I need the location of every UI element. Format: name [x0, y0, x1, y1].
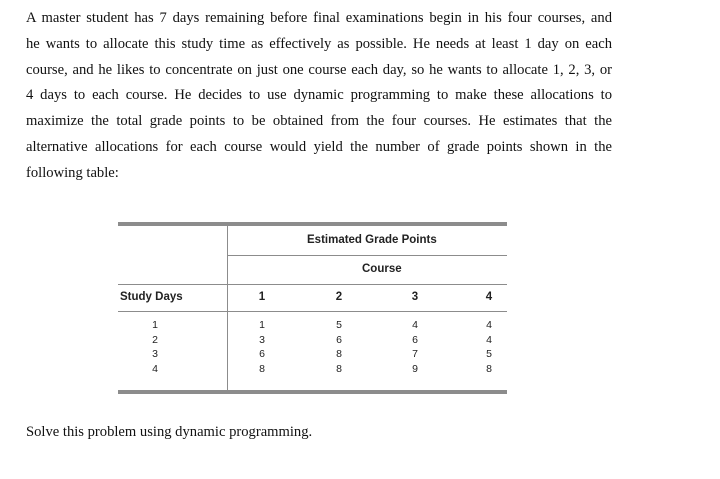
problem-line: A master student has 7 days remaining before final examinations begin in his four courses, and — [26, 10, 612, 26]
course-4-column — [479, 318, 499, 376]
study-days-value: 1 — [152, 319, 158, 331]
grade-cell: 8 — [486, 362, 492, 375]
grade-cell: 6 — [259, 348, 265, 360]
course-3-column — [405, 318, 425, 376]
problem-statement — [26, 6, 612, 187]
grade-cell: 1 — [259, 319, 265, 331]
table-header-divider — [118, 311, 507, 312]
study-days-column — [145, 318, 165, 376]
grade-points-table — [118, 222, 507, 395]
course-2-column — [329, 318, 349, 376]
course-number-1: 1 — [258, 291, 266, 303]
table-top-rule — [118, 222, 507, 226]
problem-line: 4 days to each course. He decides to use dynamic programming to make these allocations to — [26, 87, 612, 104]
grade-cell: 8 — [259, 362, 265, 375]
grade-cell: 5 — [336, 319, 342, 331]
table-title: Estimated Grade Points — [307, 234, 437, 246]
problem-line: following table: — [26, 164, 119, 181]
course-number-2: 2 — [335, 291, 343, 303]
grade-cell: 4 — [486, 319, 492, 331]
course-number-4: 4 — [485, 291, 493, 303]
grade-cell: 8 — [336, 348, 342, 360]
table-bottom-rule — [118, 390, 507, 394]
table-column-divider — [227, 226, 228, 390]
grade-cell: 5 — [486, 348, 492, 360]
problem-line: maximize the total grade points to be obtained from the four courses. He estimates that the — [26, 113, 612, 130]
table-course-divider — [118, 284, 507, 285]
problem-line: he wants to allocate this study time as effectively as possible. He needs at least 1 day on each — [26, 35, 612, 52]
instruction-text: Solve this problem using dynamic programming. — [26, 424, 313, 440]
table-title-divider — [227, 255, 507, 256]
course-1-column — [252, 318, 272, 376]
grade-cell: 7 — [412, 348, 418, 360]
grade-cell: 8 — [336, 362, 342, 375]
study-days-value: 2 — [152, 333, 158, 346]
course-label: Course — [362, 263, 402, 275]
grade-cell: 6 — [412, 333, 418, 346]
grade-cell: 6 — [336, 333, 342, 346]
course-number-3: 3 — [411, 291, 419, 303]
study-days-header: Study Days — [120, 291, 183, 303]
problem-line: alternative allocations for each course would yield the number of grade points shown in the — [26, 138, 612, 155]
grade-cell: 9 — [412, 362, 418, 375]
grade-cell: 4 — [412, 319, 418, 331]
problem-line: course, and he likes to concentrate on just one course each day, so he wants to allocate 1, 2, 3, or — [26, 61, 612, 78]
study-days-value: 4 — [152, 362, 158, 375]
study-days-value: 3 — [152, 348, 158, 360]
grade-cell: 4 — [486, 333, 492, 346]
grade-cell: 3 — [259, 333, 265, 346]
